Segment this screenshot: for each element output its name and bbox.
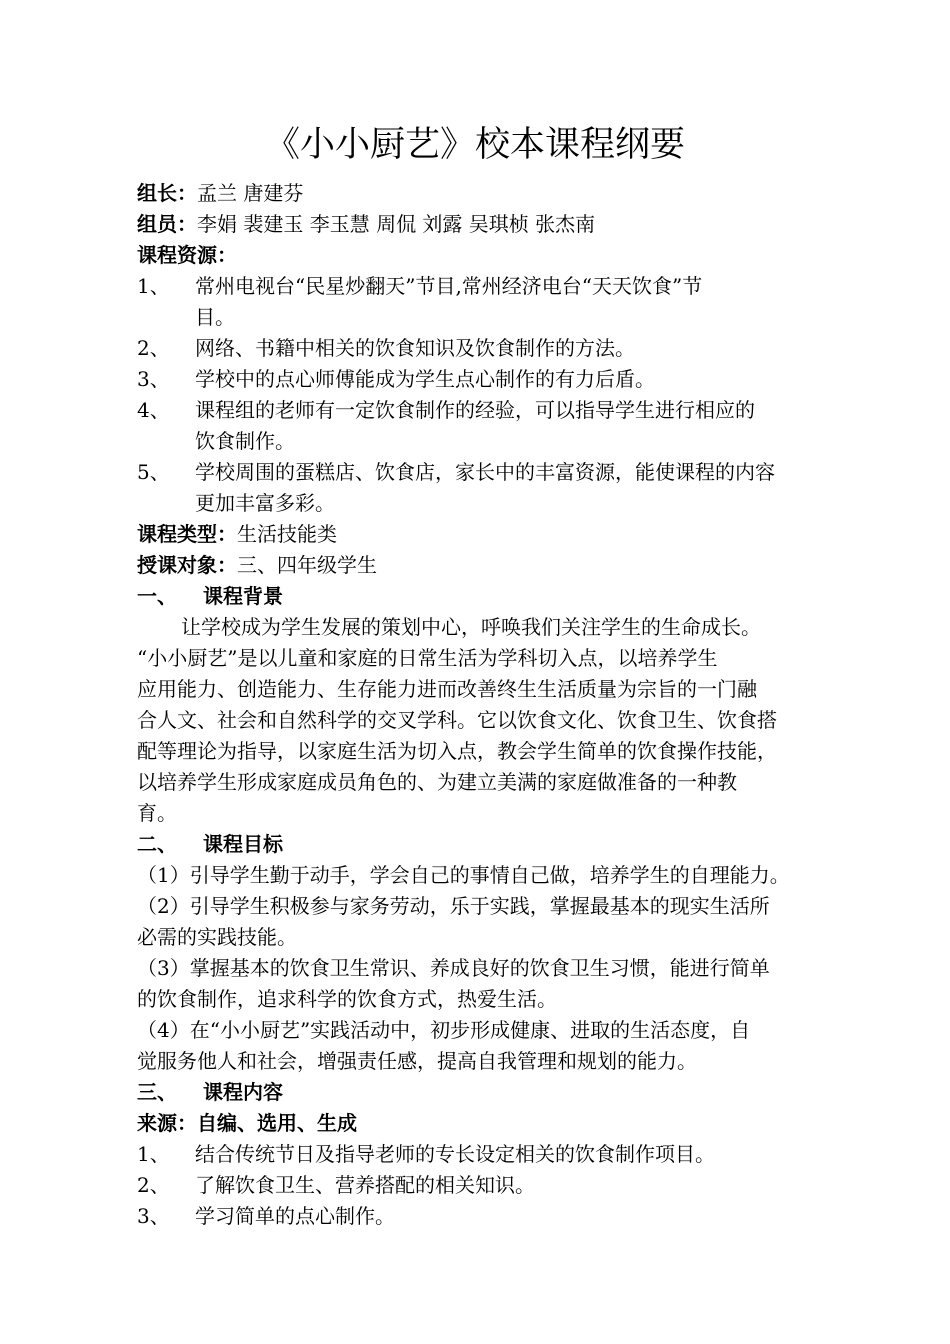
section2-line-7: 觉服务他人和社会，增强责任感，提高自我管理和规划的能力。	[137, 1049, 697, 1073]
section2-line-4: （3）掌握基本的饮食卫生常识、养成良好的饮食卫生习惯，能进行简单	[137, 956, 770, 980]
section1-num: 一、	[137, 584, 177, 608]
leader-value: 孟兰 唐建芬	[197, 181, 304, 205]
members-value: 李娟 裴建玉 李玉慧 周侃 刘露 吴琪桢 张杰南	[197, 212, 596, 236]
resource-item-1-cont: 目。	[195, 305, 235, 329]
content-item-1	[137, 1139, 817, 1170]
resource-item-2-text: 网络、书籍中相关的饮食知识及饮食制作的方法。	[195, 336, 635, 360]
section2-line-1: （1）引导学生勤于动手，学会自己的事情自己做，培养学生的自理能力。	[137, 863, 790, 887]
section2-line-6: （4）在“小小厨艺”实践活动中，初步形成健康、进取的生活态度，自	[137, 1018, 751, 1042]
resource-item-5	[137, 457, 817, 488]
content-item-1-num: 1、	[137, 1142, 170, 1166]
audience-label: 授课对象：	[137, 553, 237, 577]
document-body	[137, 178, 817, 1232]
section3-source: 来源：自编、选用、生成	[137, 1111, 357, 1135]
section1-title: 课程背景	[203, 584, 283, 608]
resource-item-4-cont: 饮食制作。	[195, 429, 295, 453]
resource-item-1-num: 1、	[137, 274, 170, 298]
section1-line-2: “小小厨艺”是以儿童和家庭的日常生活为学科切入点，以培养学生	[137, 646, 718, 670]
document-title: 《小小厨艺》校本课程纲要	[264, 125, 685, 165]
course-type-label: 课程类型：	[137, 522, 237, 546]
content-item-3-text: 学习简单的点心制作。	[195, 1204, 395, 1228]
resource-item-4-num: 4、	[137, 398, 170, 422]
resource-item-5-text: 学校周围的蛋糕店、饮食店，家长中的丰富资源，能使课程的内容	[195, 460, 775, 484]
resource-item-4	[137, 395, 817, 426]
section2-heading	[137, 829, 817, 860]
course-type-value: 生活技能类	[237, 522, 337, 546]
audience-value: 三、四年级学生	[237, 553, 377, 577]
resources-label: 课程资源：	[137, 243, 237, 267]
section2-line-2: （2）引导学生积极参与家务劳动，乐于实践，掌握最基本的现实生活所	[137, 894, 770, 918]
section1-heading	[137, 581, 817, 612]
audience-line	[137, 550, 817, 581]
section1-line-6: 以培养学生形成家庭成员角色的、为建立美满的家庭做准备的一种教	[137, 770, 737, 794]
resource-item-5-num: 5、	[137, 460, 170, 484]
section1-line-4: 合人文、社会和自然科学的交叉学科。它以饮食文化、饮食卫生、饮食搭	[137, 708, 777, 732]
course-type-line	[137, 519, 817, 550]
section3-num: 三、	[137, 1080, 177, 1104]
leader-line	[137, 178, 817, 209]
content-item-3	[137, 1201, 817, 1232]
content-item-3-num: 3、	[137, 1204, 170, 1228]
content-item-2-num: 2、	[137, 1173, 170, 1197]
resource-item-2-num: 2、	[137, 336, 170, 360]
content-item-1-text: 结合传统节日及指导老师的专长设定相关的饮食制作项目。	[195, 1142, 715, 1166]
section2-line-3: 必需的实践技能。	[137, 925, 297, 949]
section1-line-3: 应用能力、创造能力、生存能力进而改善终生生活质量为宗旨的一门融	[137, 677, 757, 701]
resource-item-1	[137, 271, 817, 302]
leader-label: 组长：	[137, 181, 197, 205]
members-line	[137, 209, 817, 240]
resource-item-2	[137, 333, 817, 364]
resource-item-4-text: 课程组的老师有一定饮食制作的经验，可以指导学生进行相应的	[195, 398, 755, 422]
section2-line-5: 的饮食制作，追求科学的饮食方式，热爱生活。	[137, 987, 557, 1011]
section2-num: 二、	[137, 832, 177, 856]
resource-item-5-cont: 更加丰富多彩。	[195, 491, 335, 515]
resource-item-3	[137, 364, 817, 395]
resource-item-1-text: 常州电视台“民星炒翻天”节目,常州经济电台“天天饮食”节	[195, 274, 703, 298]
section3-title: 课程内容	[203, 1080, 283, 1104]
section1-line-7: 育。	[137, 801, 177, 825]
section1-line-1: 让学校成为学生发展的策划中心，呼唤我们关注学生的生命成长。	[181, 615, 761, 639]
resource-item-3-num: 3、	[137, 367, 170, 391]
members-label: 组员：	[137, 212, 197, 236]
resource-item-3-text: 学校中的点心师傅能成为学生点心制作的有力后盾。	[195, 367, 655, 391]
content-item-2	[137, 1170, 817, 1201]
section1-line-5: 配等理论为指导，以家庭生活为切入点，教会学生简单的饮食操作技能，	[137, 739, 777, 763]
content-item-2-text: 了解饮食卫生、营养搭配的相关知识。	[195, 1173, 535, 1197]
section3-heading	[137, 1077, 817, 1108]
section2-title: 课程目标	[203, 832, 283, 856]
